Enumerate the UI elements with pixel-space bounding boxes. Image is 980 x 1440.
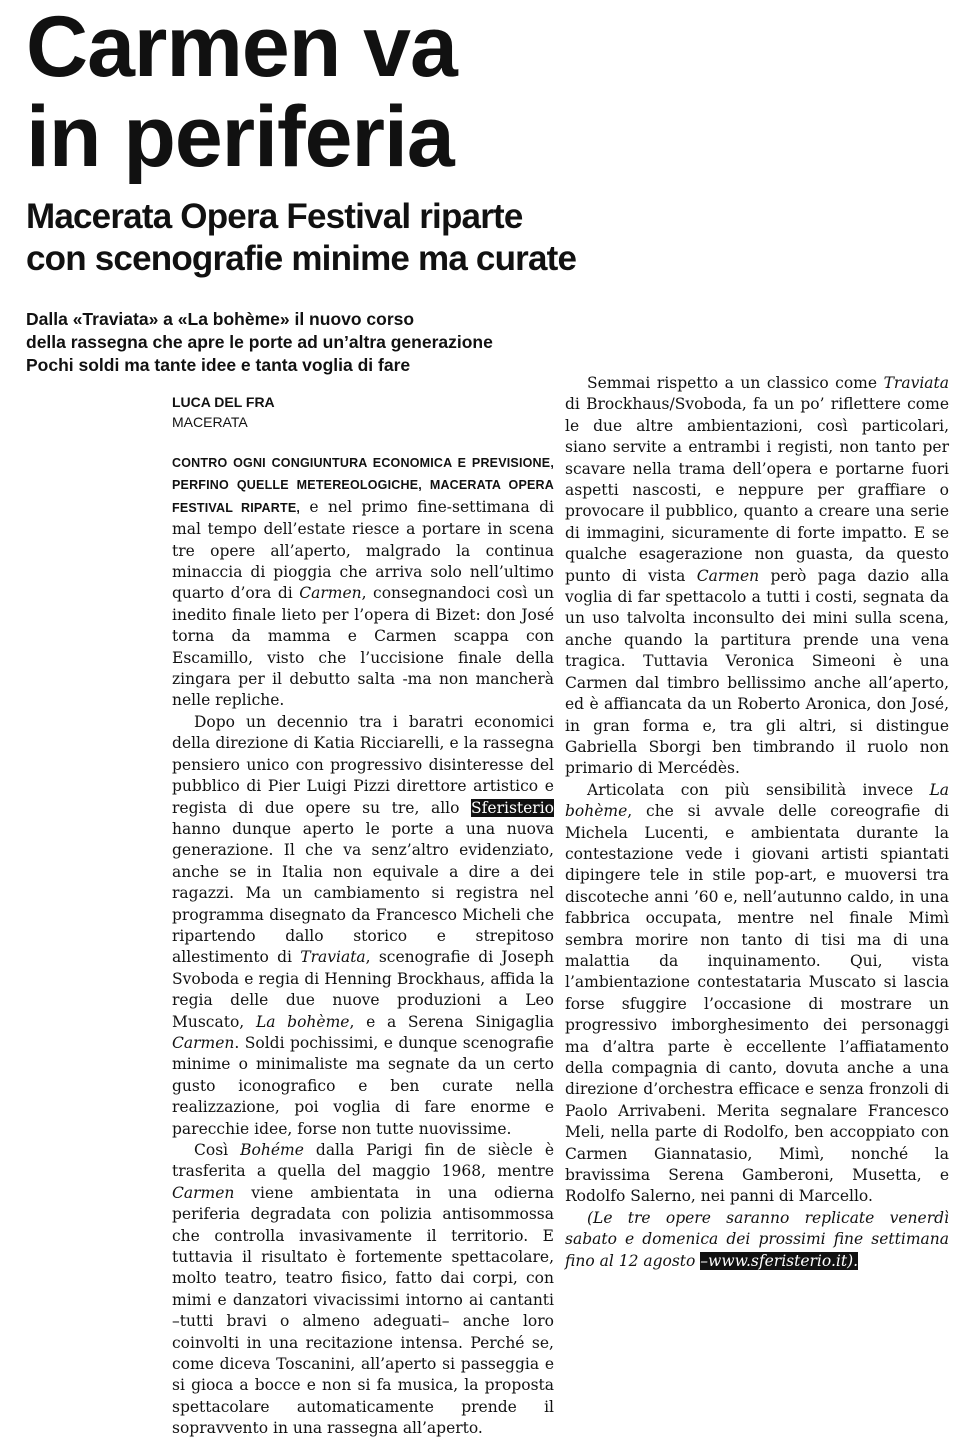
subheadline-line-1: Macerata Opera Festival riparte bbox=[26, 197, 523, 236]
deck-line-2: della rassegna che apre le porte ad un’altra generazione bbox=[26, 332, 493, 352]
text-run: , che si avvale delle coreografie di Michela Lucenti, e ambientata durante la contestazione vede i giovani artisti spiantati dipingere tele in stile pop-art, e muoversi tra discoteche anni ’60 e, nell’autunno caldo, in una fabbrica occupata, mentre nel finale Mimì sembra morire non tanto di tisi ma di una malattia da inquinamento. Qui, vista l’ambientazione contestataria Muscato si lascia forse sfuggire l’occasione di mostrare un progressivo imborghesimento dei personaggi ma d’altra parte è eccellente l’affiatamento della compagnia di canto, dovuta anche a una direzione d’orchestra efficace e senza fronzoli di Paolo Arrivabeni. Merita segnalare Francesco Meli, nella parte di Rodolfo, ben accoppiato con Carmen Giannatasio, Mimì, nonché la bravissima Serena Gamberoni, Musetta, e Rodolfo Salerno, nei panni di Marcello. bbox=[565, 802, 949, 1206]
text-run: , scenografie di Joseph Svoboda e regia di Henning Brockhaus, affida la regia delle due nuove produzioni a Leo Muscato, bbox=[172, 948, 554, 1031]
text-run: , e a Serena Sinigaglia bbox=[349, 1012, 554, 1031]
paragraph-2 bbox=[172, 712, 554, 1140]
text-run: , consegnandoci così un inedito finale lieto per l’opera di Bizet: don José torna da mamma e Carmen scappa con Escamillo, visto che l’uccisione finale della zingara per il debutto salta -ma non mancherà nelle repliche. bbox=[172, 584, 554, 710]
text-run: Semmai rispetto a un classico come bbox=[587, 374, 884, 392]
dateline-place: MACERATA bbox=[172, 414, 248, 430]
deck-line-3: Pochi soldi ma tante idee e tanta voglia di fare bbox=[26, 355, 411, 375]
text-run: di Brockhaus/Svoboda, fa un po’ riflettere come le due altre ambientazioni, così particolari, siano servite a entrambi i registi, non tanto per scavare nella trama dell’opera e portarne fuori aspetti nascosti, e neppure per graffiare o provocare il pubblico, quanto a creare una serie di immagini, sicuramente di forte impatto. E se qualche esagerazione non guasta, da questo punto di vista bbox=[565, 395, 949, 585]
subheadline-line-2: con scenografie minime ma curate bbox=[26, 239, 577, 278]
article-column-right bbox=[565, 373, 949, 1272]
website-link[interactable]: –www.sferisterio.it). bbox=[700, 1251, 859, 1270]
paragraph-3 bbox=[172, 1140, 554, 1440]
lead-in: CONTRO OGNI CONGIUNTURA ECONOMICA E PREVISIONE, PERFINO QUELLE METEREOLOGICHE, MACERATA OPERA FESTIVAL RIPARTE, bbox=[172, 456, 554, 515]
title-boheme: Bohéme bbox=[240, 1141, 304, 1159]
text-run: Articolata con più sensibilità invece bbox=[587, 780, 930, 799]
title-boheme: La bohème bbox=[565, 780, 949, 821]
headline-line-2: in periferia bbox=[26, 89, 454, 185]
headline-line-1: Carmen va bbox=[26, 0, 457, 95]
text-run: (Le tre opere saranno replicate venerdì sabato e domenica dei prossimi fine settimana fino al 12 agosto bbox=[565, 1208, 949, 1270]
text-run: dalla Parigi fin de siècle è trasferita a quella del maggio 1968, mentre bbox=[172, 1141, 554, 1181]
text-run: viene ambientata in una odierna periferia degradata con polizia antisommossa che controlla invasivamente il territorio. E tuttavia il risultato è fortemente spettacolare, molto teatro, teatro fisico, fatto dai corpi, con mimi e danzatori vivacissimi intorno ai cantanti –tutti bravi o almeno adeguati– anche loro coinvolti in una recitazione intensa. Perché se, come diceva Toscanini, all’aperto si passeggia e si gioca a bocce e non si fa musica, la proposta spettacolare automaticamente prende il sopravvento in una rassegna all’aperto. bbox=[172, 1183, 554, 1438]
title-boheme: La bohème bbox=[255, 1012, 350, 1031]
text-run: Dopo un decennio tra i baratri economici della direzione di Katia Ricciarelli, e la rassegna pensiero unico con progressivo disinteresse del pubblico di Pier Luigi Pizzi direttore artistico e regista di due opere su tre, allo bbox=[172, 712, 554, 817]
subheadline bbox=[26, 196, 966, 280]
title-traviata: Traviata bbox=[300, 948, 366, 967]
byline bbox=[172, 392, 275, 432]
performance-note bbox=[565, 1208, 949, 1272]
title-traviata: Traviata bbox=[883, 374, 949, 392]
text-run: . Soldi pochissimi, e dunque scenografie minime o minimaliste ma segnate da un certo gusto iconografico e ben curate nella realizzazione, poi voglia di fare enorme e parecchie idee, forse non tutte nuovissime. bbox=[172, 1033, 554, 1138]
paragraph-5 bbox=[565, 780, 949, 1208]
article-deck bbox=[26, 308, 586, 377]
title-carmen: Carmen bbox=[696, 566, 760, 585]
text-run: e nel primo fine-settimana di mal tempo dell’estate riesce a portare in scena tre opere all’aperto, malgrado la continua minaccia di pioggia che arriva solo nell’ultimo quarto d’ora di bbox=[172, 497, 554, 603]
title-carmen: Carmen bbox=[172, 1033, 235, 1052]
text-run: Così bbox=[194, 1141, 241, 1159]
author-name: LUCA DEL FRA bbox=[172, 394, 275, 410]
paragraph-4 bbox=[565, 373, 949, 780]
text-run: però paga dazio alla voglia di far spettacolo a tutti i costi, segnata da un uso talvolta inconsulto dei mini sulla scena, anche quando la partitura prende una vena tragica. Tuttavia Veronica Simeoni è una Carmen dal timbro bellissimo anche all’aperto, ed è affiancata da un Roberto Aronica, don José, in gran forma e, tra gli altri, si distingue Gabriella Sborgi ben timbrando il ruolo non primario di Mercédès. bbox=[565, 566, 950, 778]
deck-line-1: Dalla «Traviata» a «La bohème» il nuovo corso bbox=[26, 309, 415, 329]
headline bbox=[26, 0, 966, 185]
highlighted-term-sferisterio: Sferisterio bbox=[471, 798, 554, 817]
text-run: hanno dunque aperto le porte a una nuova generazione. Il che va senz’altro evidenziato, anche se in Italia non equivale a dire a dei ragazzi. Ma un cambiamento si registra nel programma disegnato da Francesco Micheli che ripartendo dallo storico e strepitoso allestimento di bbox=[172, 819, 554, 967]
title-carmen: Carmen bbox=[299, 584, 362, 603]
article-column-left bbox=[172, 452, 554, 1440]
title-carmen: Carmen bbox=[172, 1183, 235, 1202]
paragraph-1 bbox=[172, 452, 554, 712]
